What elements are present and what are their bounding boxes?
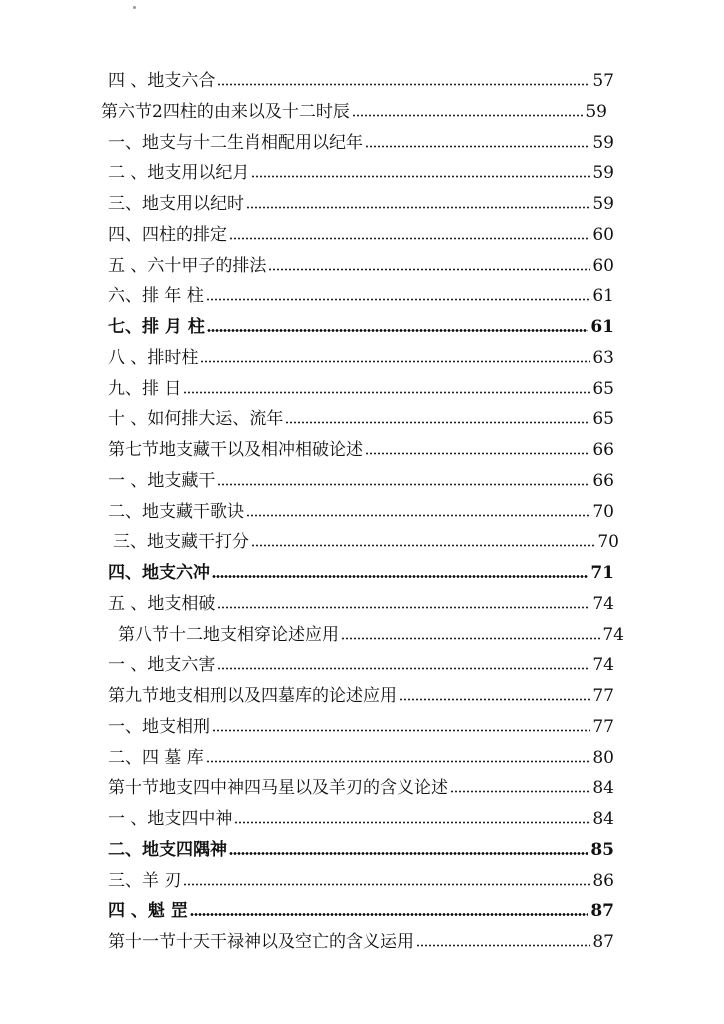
- toc-entry-page-number: 63: [592, 347, 614, 368]
- dot-leader: [217, 482, 590, 487]
- toc-entry-title: 二、地支四隅神: [108, 839, 227, 860]
- toc-entry: [108, 891, 614, 921]
- toc-entry-title: 二 、地支用以纪月: [108, 163, 250, 184]
- toc-entry-title: 第十节地支四中神四马星以及羊刃的含义论述: [108, 778, 448, 799]
- toc-entry: [108, 861, 614, 891]
- toc-entry-title: 第十一节十天干禄神以及空亡的含义运用: [108, 932, 414, 952]
- toc-entry: [108, 676, 614, 706]
- toc-entry-page-number: 87: [592, 932, 614, 952]
- toc-entry-page-number: 66: [592, 470, 614, 491]
- dot-leader: [352, 113, 584, 118]
- toc-entry-title: 第六节2四柱的由来以及十二时辰: [101, 101, 350, 122]
- toc-entry: [108, 307, 614, 337]
- toc-entry-page-number: 60: [592, 255, 614, 276]
- dot-leader: [217, 666, 590, 671]
- dot-leader: [285, 420, 590, 425]
- toc-entry-page-number: 74: [592, 593, 614, 614]
- toc-entry-title: 九、排 日: [108, 378, 182, 399]
- toc-entry: [108, 461, 614, 491]
- toc-entry-page-number: 80: [592, 747, 614, 768]
- toc-entry-title: 五 、六十甲子的排法: [108, 255, 267, 276]
- toc-entry: [108, 215, 614, 245]
- toc-entry-title: 第七节地支藏干以及相冲相破论述: [108, 440, 363, 460]
- toc-entry: [108, 553, 614, 583]
- dot-leader: [190, 912, 588, 917]
- toc-entry: [108, 492, 614, 522]
- toc-entry: [108, 61, 614, 91]
- toc-entry: [108, 584, 614, 614]
- toc-entry-page-number: 59: [585, 101, 607, 122]
- dot-leader: [365, 144, 590, 149]
- toc-entry: [108, 123, 614, 153]
- toc-entry-page-number: 70: [597, 532, 619, 553]
- toc-entry-page-number: 77: [592, 716, 614, 737]
- toc-entry-page-number: 85: [590, 839, 614, 860]
- dot-leader: [268, 267, 590, 272]
- toc-entry: [108, 184, 614, 214]
- dot-leader: [234, 820, 590, 825]
- toc-entry-title: 一、地支相刑: [108, 716, 210, 737]
- toc-entry: [101, 92, 607, 122]
- dot-leader: [450, 789, 590, 794]
- toc-entry-title: 第八节十二地支相穿论述应用: [118, 624, 339, 645]
- toc-entry-page-number: 66: [592, 440, 614, 460]
- toc-entry-title: 四、地支六冲: [108, 563, 210, 583]
- toc-entry-title: 第九节地支相刑以及四墓库的论述应用: [108, 686, 397, 706]
- toc-entry-page-number: 59: [592, 194, 614, 214]
- toc-entry-page-number: 74: [592, 655, 614, 676]
- dot-leader: [246, 513, 590, 518]
- toc-entry-title: 五 、地支相破: [108, 593, 216, 614]
- toc-entry: [108, 399, 614, 429]
- toc-entry: [108, 768, 614, 798]
- toc-entry: [108, 153, 614, 183]
- toc-entry-page-number: 84: [592, 809, 614, 829]
- toc-entry-title: 一 、地支四中神: [108, 809, 233, 829]
- toc-entry-page-number: 87: [590, 901, 614, 922]
- toc-entry-page-number: 57: [592, 71, 614, 91]
- toc-entry-title: 二、地支藏干歌诀: [108, 501, 244, 522]
- toc-entry-page-number: 74: [602, 624, 624, 645]
- toc-entry-page-number: 59: [592, 163, 614, 184]
- toc-entry-page-number: 65: [592, 409, 614, 430]
- toc-entry-title: 七、排 月 柱: [108, 317, 205, 337]
- toc-entry: [108, 922, 614, 952]
- toc-entry: [108, 799, 614, 829]
- toc-entry-page-number: 86: [592, 870, 614, 891]
- toc-entry-page-number: 61: [590, 317, 614, 337]
- toc-entry-title: 十 、如何排大运、流年: [108, 409, 284, 430]
- toc-entry-page-number: 61: [592, 286, 614, 307]
- dot-leader: [217, 605, 590, 610]
- toc-entry: [108, 707, 614, 737]
- dot-leader: [416, 943, 590, 948]
- toc-entry: [108, 276, 614, 306]
- toc-entry-title: 三、地支藏干打分: [113, 532, 249, 553]
- dot-leader: [399, 697, 590, 702]
- toc-entry-page-number: 70: [592, 501, 614, 522]
- toc-entry-title: 一 、地支藏干: [108, 470, 216, 491]
- dot-leader: [217, 82, 590, 87]
- toc-entry-title: 三、地支用以纪时: [108, 194, 244, 214]
- toc-entry: [108, 430, 614, 460]
- toc-entry-page-number: 84: [592, 778, 614, 799]
- dot-leader: [365, 451, 590, 456]
- dot-leader: [246, 205, 590, 210]
- toc-entry: [113, 522, 619, 552]
- dot-leader: [206, 759, 591, 764]
- toc-entry-page-number: 65: [592, 378, 614, 399]
- toc-entry: [118, 615, 624, 645]
- toc-entry-page-number: 71: [590, 563, 614, 583]
- toc-entry-page-number: 59: [592, 132, 614, 153]
- toc-entry-page-number: 77: [592, 686, 614, 706]
- toc-entry-title: 四、四柱的排定: [108, 224, 227, 245]
- toc-entry-title: 八 、排时柱: [108, 347, 199, 368]
- toc-entry-title: 一、地支与十二生肖相配用以纪年: [108, 132, 363, 153]
- dot-leader: [212, 574, 588, 579]
- toc-entry-title: 四 、魁 罡: [108, 901, 188, 922]
- toc-entry: [108, 246, 614, 276]
- toc-entry-title: 六、排 年 柱: [108, 286, 204, 307]
- dot-leader: [212, 728, 590, 733]
- dot-leader: [229, 236, 590, 241]
- dot-leader: [200, 359, 590, 364]
- toc-entry: [108, 830, 614, 860]
- dot-leader: [229, 851, 588, 856]
- dot-leader: [183, 882, 590, 887]
- toc-entry: [108, 369, 614, 399]
- toc-entry: [108, 338, 614, 368]
- toc-entry: [108, 645, 614, 675]
- dot-leader: [251, 174, 590, 179]
- dot-leader: [206, 297, 591, 302]
- toc-entry-title: 三、羊 刃: [108, 870, 182, 891]
- toc-entry-page-number: 60: [592, 224, 614, 245]
- dot-leader: [341, 636, 600, 641]
- toc-entry: [108, 738, 614, 768]
- dot-leader: [183, 390, 590, 395]
- toc-entry-title: 一 、地支六害: [108, 655, 216, 676]
- toc-entry-title: 二、四 墓 库: [108, 747, 204, 768]
- toc-entry-title: 四 、地支六合: [108, 71, 216, 91]
- dot-leader: [207, 328, 588, 333]
- dot-leader: [251, 543, 595, 548]
